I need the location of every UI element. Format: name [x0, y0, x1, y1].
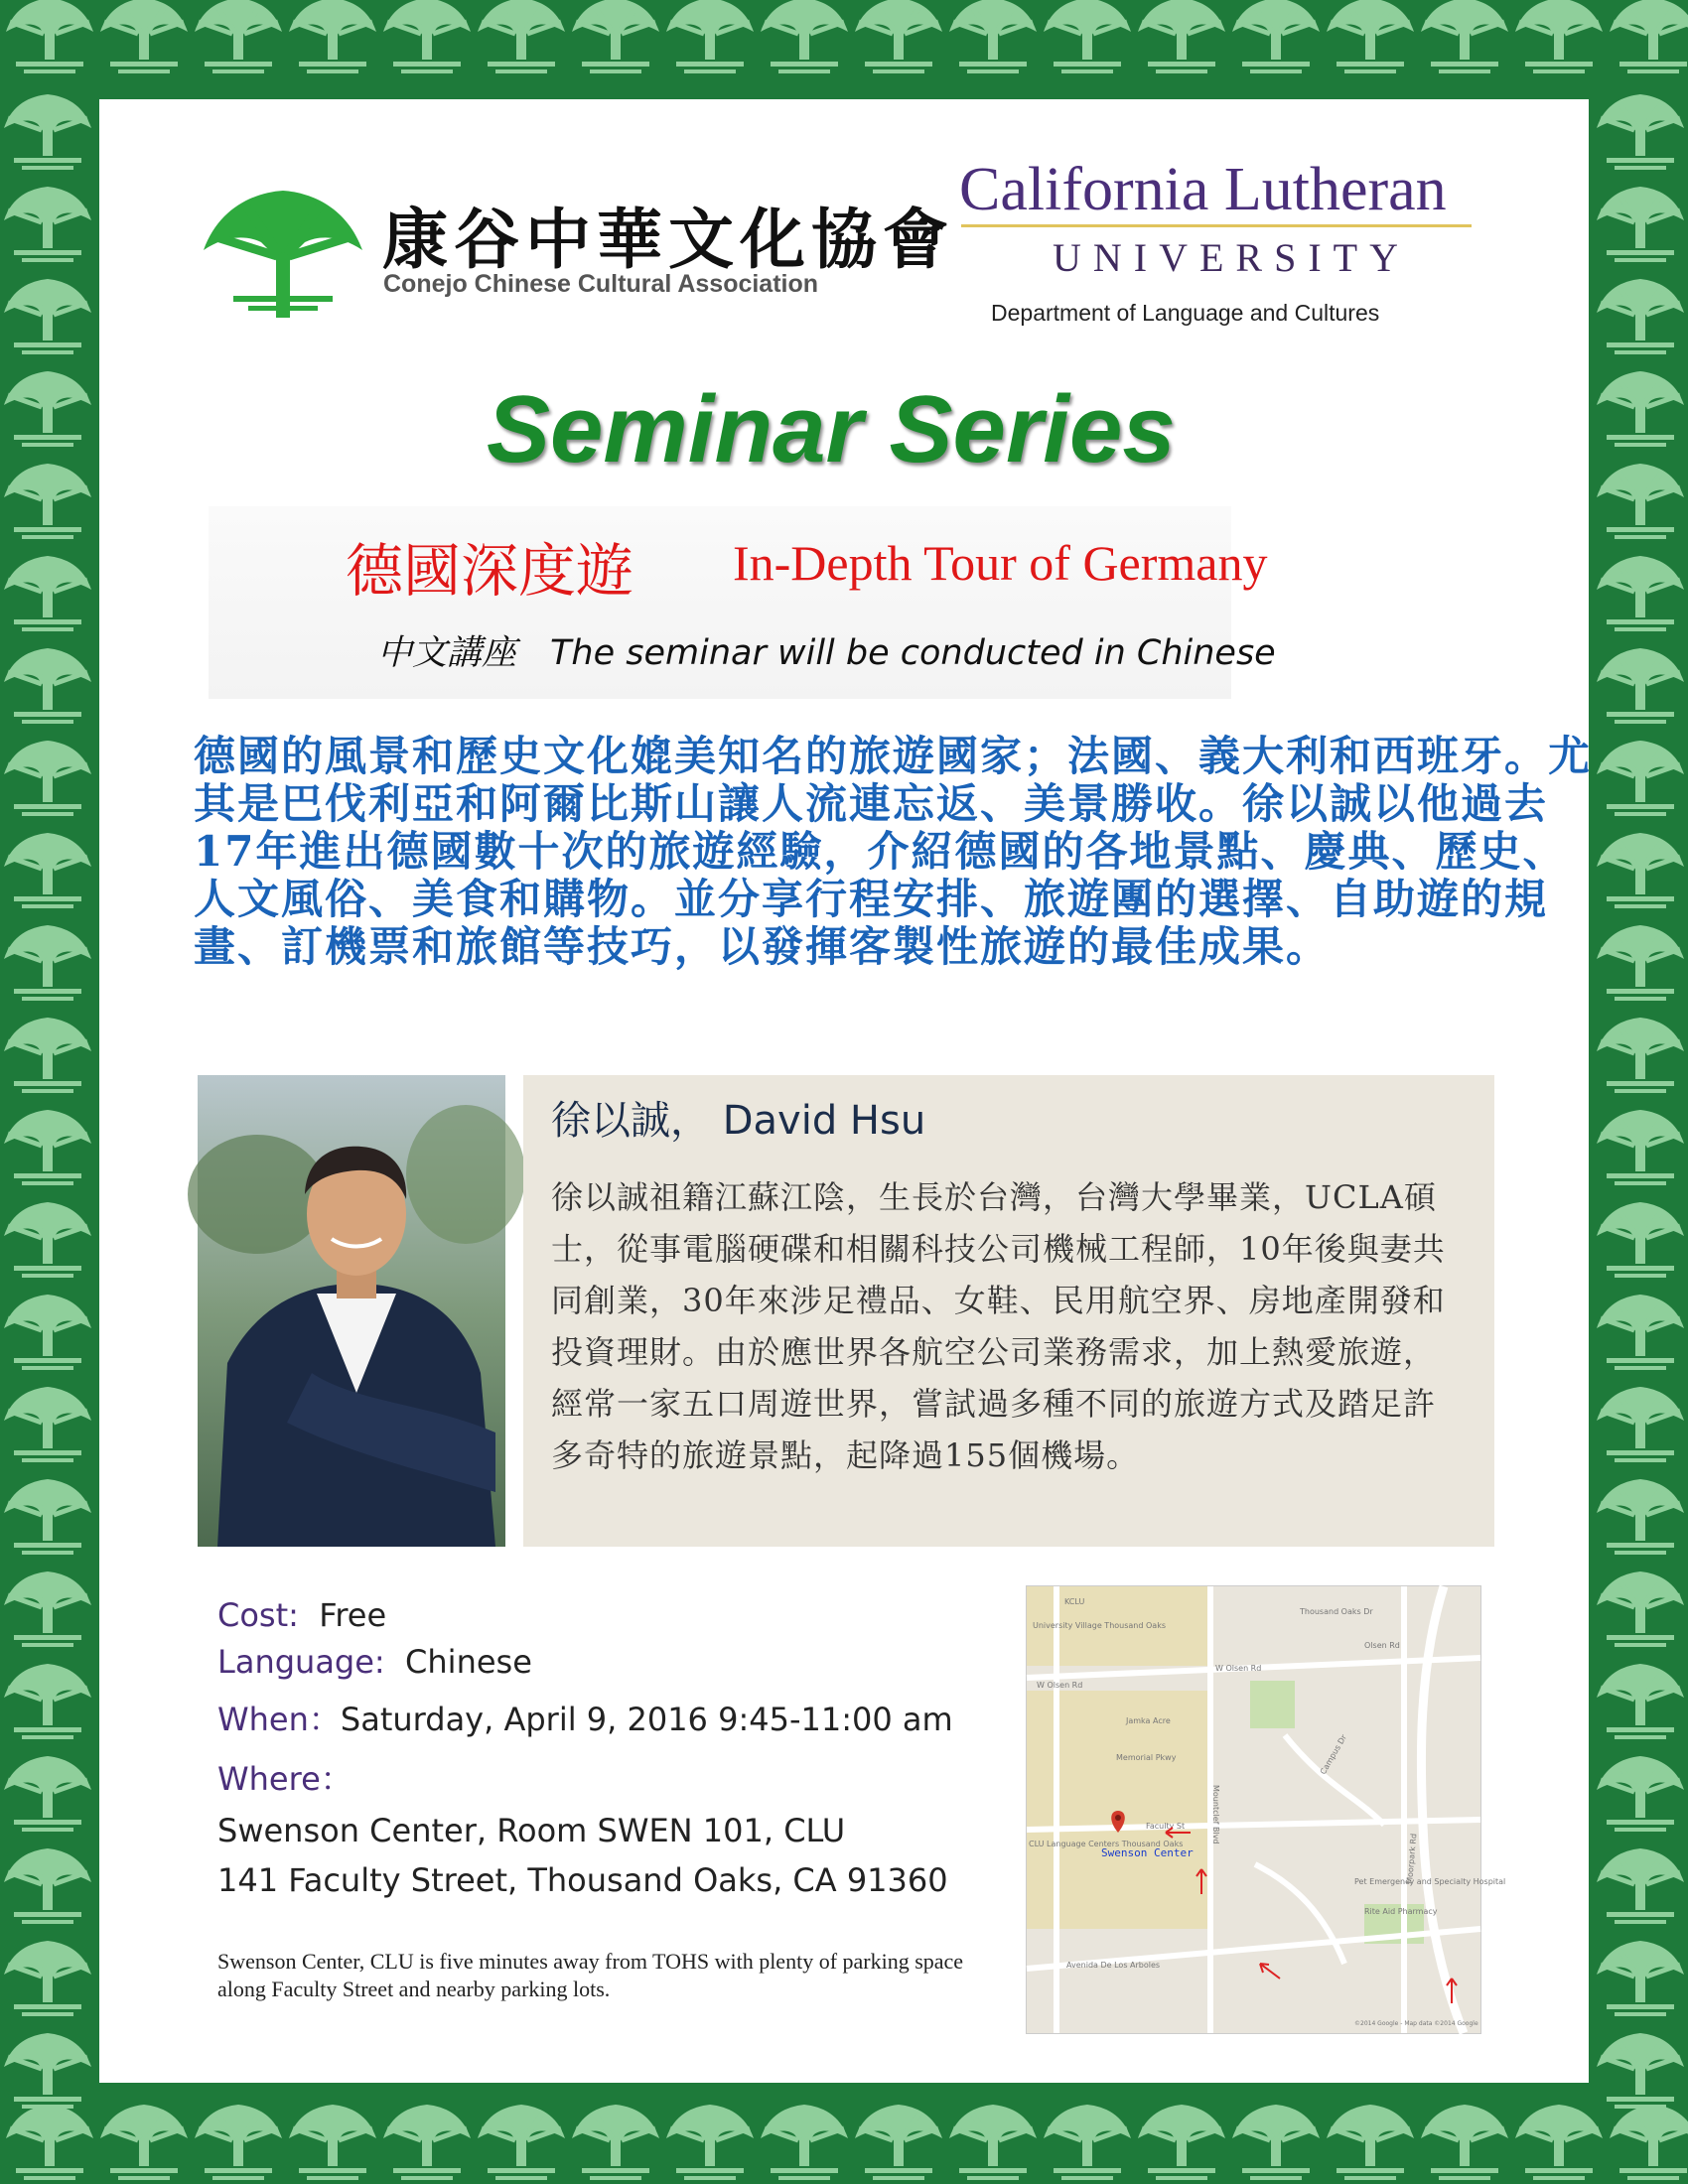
map-street-olsen-rd: Olsen Rd [1364, 1641, 1400, 1650]
map-place-clu-language-centers: CLU Language Centers Thousand Oaks [1029, 1840, 1184, 1848]
cost-row [217, 1596, 386, 1634]
map-copyright: ©2014 Google - Map data ©2014 Google [1354, 2020, 1478, 2027]
map-street-mountclef-blvd: Mountclef Blvd [1211, 1785, 1220, 1844]
map-street-w-olsen-rd-east: W Olsen Rd [1215, 1664, 1262, 1673]
map-street-memorial-pkwy: Memorial Pkwy [1116, 1753, 1177, 1762]
language-value: Chinese [405, 1643, 532, 1681]
language-notice [377, 625, 1276, 675]
map-place-rite-aid: Rite Aid Pharmacy [1364, 1907, 1438, 1916]
when-value: Saturday, April 9, 2016 9:45-11:00 am [340, 1701, 953, 1738]
speaker-name-cn: 徐以誠， [551, 1098, 710, 1144]
address-line-1: Swenson Center, Room SWEN 101, CLU [217, 1812, 846, 1849]
map-place-university-village: University Village Thousand Oaks [1033, 1621, 1166, 1630]
language-row [217, 1643, 532, 1681]
clu-department: Department of Language and Cultures [991, 300, 1380, 326]
location-map[interactable] [1026, 1585, 1506, 2034]
map-street-avenida-de-los-arboles: Avenida De Los Arboles [1066, 1961, 1161, 1970]
language-label: Language: [217, 1643, 385, 1681]
parking-note: Swenson Center, CLU is five minutes away from TOHS with plenty of parking space along Faculty Street and nearby parking lots. [217, 1949, 964, 2001]
map-street-moorpark-rd: Moorpark Rd [1405, 1833, 1419, 1885]
where-label: Where： [217, 1760, 352, 1798]
clu-gold-rule [961, 224, 1472, 227]
ccca-name-cn: 康谷中華文化協會 [382, 201, 954, 278]
speaker-photo [198, 1075, 505, 1547]
topic-title-cn: 德國深度遊 [346, 537, 634, 605]
ccca-name-en: Conejo Chinese Cultural Association [383, 270, 819, 298]
map-place-pet-emergency: Pet Emergency and Specialty Hospital [1354, 1877, 1506, 1886]
language-notice-en: The seminar will be conducted in Chinese [550, 633, 1276, 673]
map-place-jamka-acre: Jamka Acre [1126, 1716, 1171, 1725]
series-title: Seminar Series [487, 376, 1176, 482]
clu-name: California Lutheran [959, 156, 1447, 223]
map-swenson-label: Swenson Center [1101, 1846, 1194, 1859]
address-line-2: 141 Faculty Street, Thousand Oaks, CA 91360 [217, 1861, 948, 1899]
flyer-page [99, 99, 1593, 2083]
when-label: When： [217, 1701, 341, 1738]
cost-label: Cost: [217, 1596, 299, 1634]
clu-university: UNIVERSITY [1053, 235, 1410, 280]
speaker-name [551, 1089, 925, 1146]
ccca-tree-logo [194, 179, 372, 328]
seminar-description: 德國的風景和歷史文化媲美知名的旅遊國家；法國、義大利和西班牙。尤其是巴伐利亞和阿爾比斯山讓人流連忘返、美景勝收。徐以誠以他過去17年進出德國數十次的旅遊經驗，介紹德國的各地景點、慶典、歷史、人文風俗、美食和購物。並分享行程安排、旅遊團的選擇、自助遊的規畫、訂機票和旅館等技巧，以發揮客製性旅遊的最佳成果。 [194, 732, 1593, 971]
speaker-bio: 徐以誠祖籍江蘇江陰，生長於台灣，台灣大學畢業，UCLA碩士，從事電腦硬碟和相關科技公司機械工程師，10年後與妻共同創業，30年來涉足禮品、女鞋、民用航空界、房地產開發和投資理財。由於應世界各航空公司業務需求，加上熱愛旅遊，經常一家五口周遊世界，嘗試過多種不同的旅遊方式及踏足許多奇特的旅遊景點，起降過155個機場。 [551, 1178, 1446, 1474]
topic-title-en: In-Depth Tour of Germany [733, 535, 1268, 591]
map-street-faculty-st: Faculty St [1146, 1822, 1186, 1831]
map-street-campus-dr: Campus Dr [1318, 1732, 1349, 1776]
map-street-w-olsen-rd-west: W Olsen Rd [1037, 1681, 1083, 1690]
speaker-name-en: David Hsu [722, 1098, 926, 1144]
map-place-kclu: KCLU [1064, 1597, 1085, 1606]
language-notice-cn: 中文講座 [377, 633, 517, 673]
cost-value: Free [319, 1596, 387, 1634]
where-row [217, 1754, 352, 1800]
when-row [217, 1695, 953, 1740]
map-place-thousand-oaks-dr: Thousand Oaks Dr [1300, 1607, 1373, 1616]
